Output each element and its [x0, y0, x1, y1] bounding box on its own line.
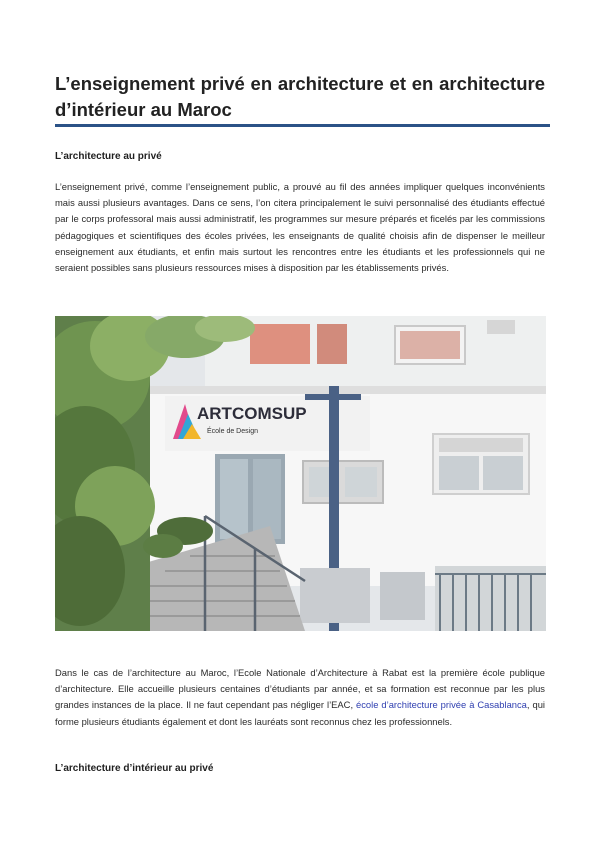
section-paragraph-architecture-prive: L’enseignement privé, comme l’enseignement public, a prouvé au fil des années impliquer quelques inconvénients mais aussi plusieurs avantages. Dans ce sens, l’on citera principalement le suivi personnalisé des étudiants effectué par le corps professoral mais aussi administratif, les programmes sur mesure préparés et ficelés par les commissions pédagogiques et scientifiques des écoles privées, les enseignants de qualité choisis afin de dispenser le meilleur enseignement aux étudiants, et enfin mais surtout les rencontres entre les étudiants et les professionnels qui ne seraient possibles sans plusieurs ressources mises à disposition par les établissements privés. [55, 181, 545, 274]
school-building-photo [55, 316, 546, 631]
sign-tagline-text: École de Design [207, 428, 258, 435]
paragraph-text-after-link: , qui forme plusieurs étudiants également et dont les lauréats sont reconnus chez les professionnels. [55, 699, 545, 727]
section-paragraph-architecture-maroc [55, 665, 545, 730]
private-architecture-school-link[interactable]: école d’architecture privée à Casablanca [356, 699, 527, 711]
paragraph-text-before-link: Dans le cas de l’architecture au Maroc, l’Ecole Nationale d’Architecture à Rabat est la première école publique d’architecture. Elle accueille plusieurs centaines d’étudiants par année, et sa formation est reconnue par les plus grandes instances de la place. Il ne faut cependant pas négliger l’EAC, [55, 667, 545, 711]
title-divider [55, 124, 550, 127]
section-heading-architecture-prive: L’architecture au privé [55, 151, 162, 162]
document-title: L’enseignement privé en architecture et en architecture d’intérieur au Maroc [55, 73, 545, 120]
sign-brand-text: ARTCOMSUP [197, 404, 307, 423]
section-heading-architecture-interieur: L’architecture d’intérieur au privé [55, 763, 214, 774]
